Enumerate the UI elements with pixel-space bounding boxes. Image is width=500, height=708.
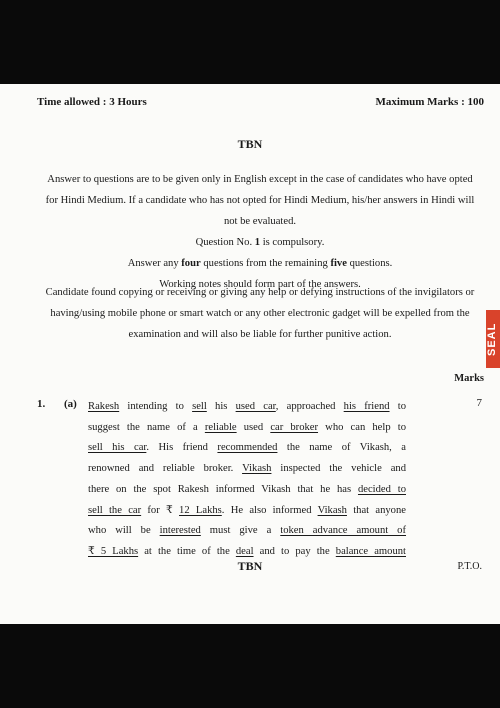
question-line: who will be interested must give a token advance amount of [88,525,407,537]
question-line: there on the spot Rakesh informed Vikash that he has decided to [88,483,406,495]
instruction-working-notes: Working notes should form part of the answers. [159,279,361,290]
please-turn-over: P.T.O. [457,561,482,572]
time-allowed: Time allowed : 3 Hours [37,96,147,108]
seal-stamp-text: SEAL [486,322,498,356]
question-number: 1. [37,398,46,410]
instruction-medium: Answer to questions are to be given only in English except in the case of candidates who have opted for Hindi Medium. If a candidate who has not opted for Hindi Medium, his/her answers in Hindi will not be evaluated. [45,174,475,227]
question-part: (a) [64,398,77,410]
question-line: sell his car. His friend recommended the name of Vikash, a [88,442,407,454]
header-row [37,96,484,108]
question-line: renowned and reliable broker. Vikash inspected the vehicle and [88,463,406,475]
question-line: suggest the name of a reliable used car broker who can help to [88,421,406,433]
marks-heading: Marks [454,373,484,384]
paper-code: TBN [237,137,263,151]
malpractice-warning: Candidate found copying or receiving or giving any help or defying instructions of the invigilators or having/using mobile phone or smart watch or any other electronic gadget will be expelled from the examination and will also be liable for further punitive action. [45,287,475,340]
question-text [88,397,406,563]
exam-paper [0,84,500,624]
instructions [40,169,480,295]
question-marks: 7 [476,397,482,409]
question-line: ₹ 5 Lakhs at the time of the deal and to pay the balance amount [88,545,406,557]
question-line: Rakesh intending to sell his used car, approached his friend to [88,401,407,412]
instruction-compulsory: Question No. 1 is compulsory. [195,237,325,248]
footer-paper-code: TBN [237,559,263,573]
question-line: sell the car for ₹ 12 Lakhs. He also informed Vikash that anyone [88,504,406,516]
instruction-choice: Answer any four questions from the remaining five questions. [127,258,393,269]
maximum-marks: Maximum Marks : 100 [375,96,484,108]
